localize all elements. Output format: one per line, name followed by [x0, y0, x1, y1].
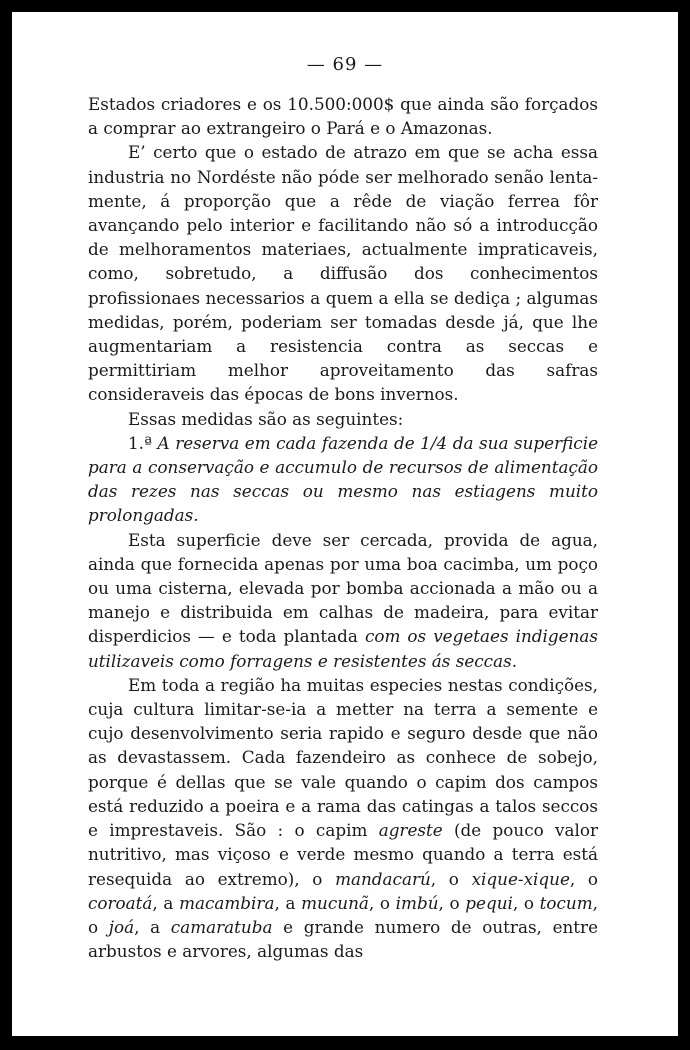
text-run: E’ certo que o estado de atrazo em que se acha essa industria no Nordéste não póde ser melhorado senão lentamente, á proporção que a rêde de viação ferrea fôr avançando pelo interior e facilitando não só a introducção de melhoramentos materiaes, actualmente impraticaveis, como, sobretudo, a diffusão dos conhecimentos profissionaes necessarios a quem a ella se dediça ; algumas medidas, porém, poderiam ser tomadas desde já, que lhe augmentariam a resistencia contra as seccas e permittiriam melhor aproveitamento das safras consideraveis das épocas de bons invernos. — [88, 142, 598, 405]
italic-text: mucunã — [301, 892, 369, 913]
book-page — [12, 12, 678, 1036]
text-run: Esta superficie deve ser cercada, provida de agua, ainda que fornecida apenas por uma boa cacimba, um poço ou uma cisterna, elevada por bomba accionada a mão ou a manejo e distribuida em calhas de madeira, para evitar disperdicios — e toda plantada — [88, 529, 598, 647]
text-run: , a — [152, 892, 180, 913]
page-number: — 69 — — [306, 54, 384, 75]
italic-text: com os vegetaes indigenas utilizaveis como forragens e resistentes ás seccas — [88, 626, 598, 671]
italic-text: agreste — [378, 820, 443, 841]
italic-text: xique-xique — [471, 868, 570, 889]
text-run: Em toda a região ha muitas especies nestas condições, cuja cultura limitar-se-ia a metter na terra a semente e cujo desenvolvimento seria rapido e seguro desde que não as devastassem. Cada fazendeiro as conhece de sobejo, porque é dellas que se vale quando o capim dos campos está reduzido a poeira e a rama das catingas a talos seccos e imprestaveis. São : o capim — [88, 674, 598, 841]
paragraph — [88, 673, 598, 963]
italic-text: joá — [108, 916, 135, 937]
text-run: , o — [569, 868, 599, 889]
paragraph — [88, 92, 598, 140]
italic-text: tocum — [539, 892, 593, 913]
text-run: Estados criadores e os 10.500:000$ que ainda são forçados a comprar ao extrangeiro o Pará e o Amazonas. — [88, 94, 598, 139]
text-run: 1.ª — [128, 432, 158, 453]
italic-text: imbú — [395, 892, 439, 913]
italic-text: pequi — [465, 892, 513, 913]
italic-text: A reserva em cada fazenda de 1/4 da sua superficie para a conservação e accumulo de recursos de alimentação das rezes nas seccas ou mesmo nas estiagens muito prolongadas. — [88, 432, 598, 526]
italic-text: mandacarú — [335, 868, 431, 889]
text-run: , a — [274, 892, 302, 913]
text-run: Essas medidas são as seguintes: — [128, 408, 404, 429]
paragraph — [88, 140, 598, 406]
body-text — [88, 92, 598, 963]
paragraph — [88, 431, 598, 528]
text-run: , o — [512, 892, 540, 913]
italic-text: macambira — [179, 892, 275, 913]
italic-text: camaratuba — [170, 916, 273, 937]
text-run: , o — [430, 868, 472, 889]
text-run: , o — [368, 892, 396, 913]
text-run: e grande numero de outras, entre arbustos e arvores, algumas das — [88, 916, 599, 962]
paragraph — [88, 528, 598, 673]
text-run: . — [511, 650, 518, 671]
text-run: (de pouco valor nutritivo, mas viçoso e verde mesmo quando a terra está resequida ao extremo), o — [88, 820, 598, 889]
paragraph — [88, 407, 598, 431]
text-run: , a — [134, 916, 171, 937]
italic-text: coroatá — [88, 892, 153, 913]
text-run: , o — [438, 892, 466, 913]
text-run: , o — [88, 892, 598, 937]
